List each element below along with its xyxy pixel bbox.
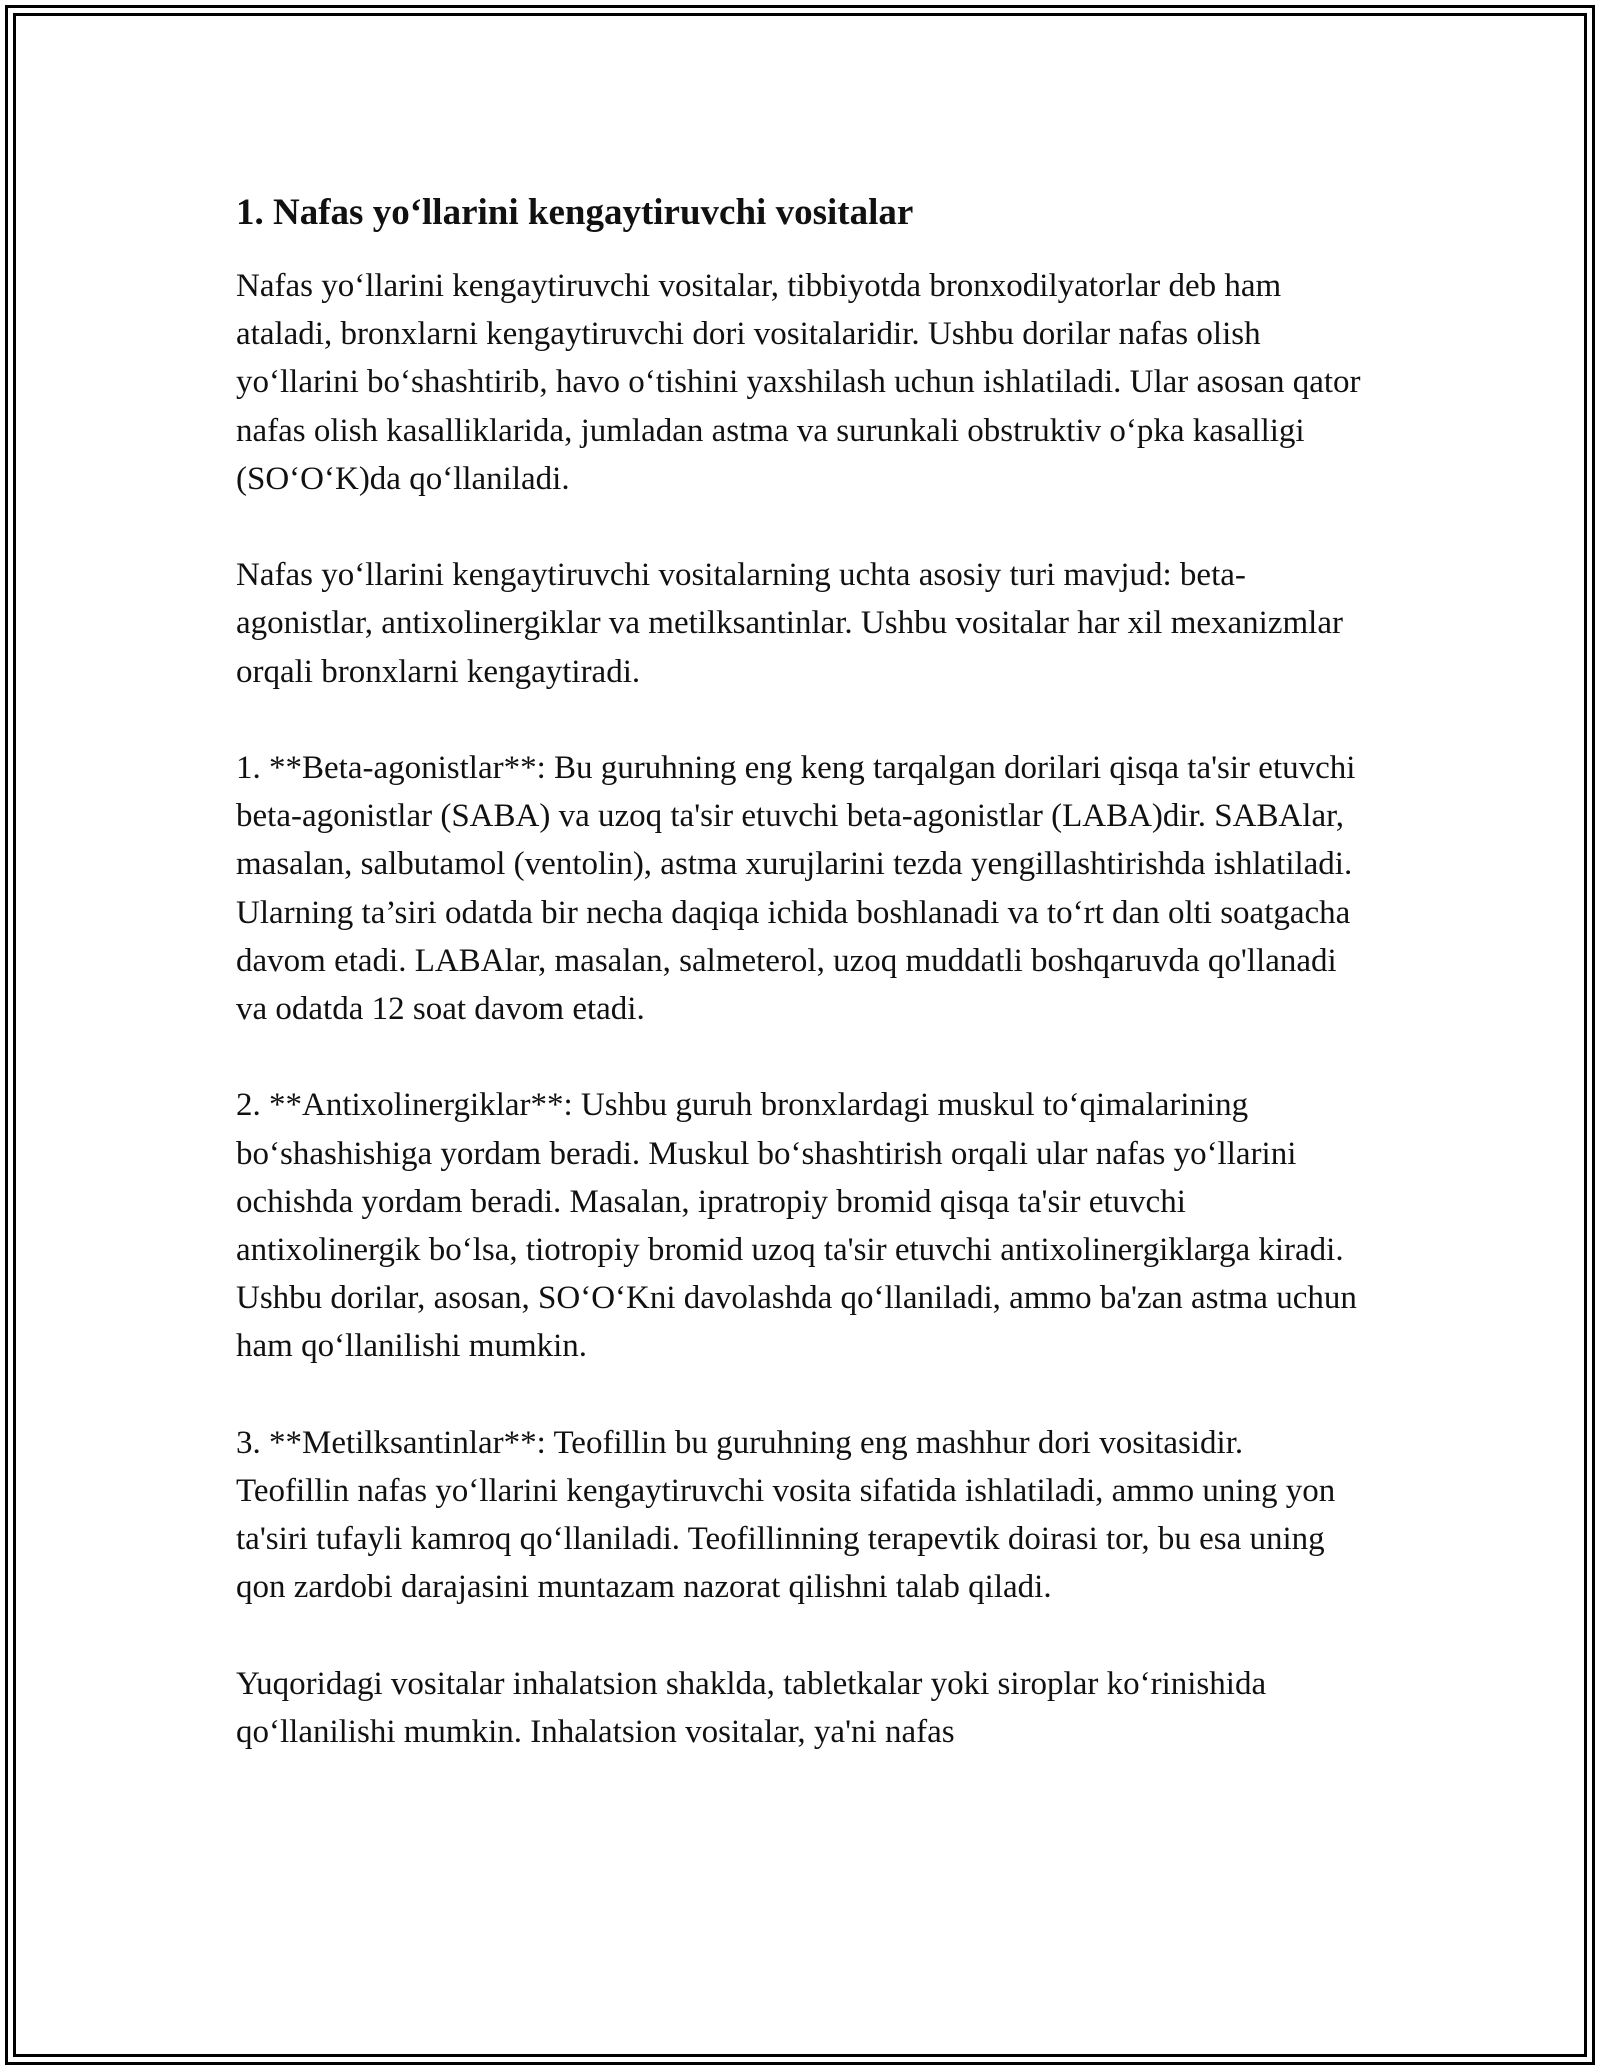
paragraph-types: Nafas yo‘llarini kengaytiruvchi vositalarning uchta asosiy turi mavjud: beta-agonistlar, antixolinergiklar va metilksantinlar. Ushbu vositalar har xil mexanizmlar orqali bronxlarni kengaytiradi.	[236, 557, 1343, 690]
paragraph-beta-agonists: 1. **Beta-agonistlar**: Bu guruhning eng keng tarqalgan dorilari qisqa ta'sir etuvchi beta-agonistlar (SABA) va uzoq ta'sir etuvchi beta-agonistlar (LABA)dir. SABAlar, masalan, salbutamol (ventolin), astma xurujlarini tezda yengillashtirishda ishlatiladi. Ularning ta’siri odatda bir necha daqiqa ichida boshlanadi va to‘rt dan olti soatgacha davom etadi. LABAlar, masalan, salmeterol, uzoq muddatli boshqaruvda qo'llanadi va odatda 12 soat davom etadi.	[236, 750, 1356, 1028]
document-body	[236, 188, 1361, 1756]
paragraph-anticholinergics: 2. **Antixolinergiklar**: Ushbu guruh bronxlardagi muskul to‘qimalarining bo‘shashishiga yordam beradi. Muskul bo‘shashtirish orqali ular nafas yo‘llarini ochishda yordam beradi. Masalan, ipratropiy bromid qisqa ta'sir etuvchi antixolinergik bo‘lsa, tiotropiy bromid uzoq ta'sir etuvchi antixolinergiklarga kiradi. Ushbu dorilar, asosan, SO‘O‘Kni davolashda qo‘llaniladi, ammo ba'zan astma uchun ham qo‘llanilishi mumkin.	[236, 1087, 1357, 1365]
paragraph-methylxanthines: 3. **Metilksantinlar**: Teofillin bu guruhning eng mashhur dori vositasidir. Teofillin nafas yo‘llarini kengaytiruvchi vosita sifatida ishlatiladi, ammo uning yon ta'siri tufayli kamroq qo‘llaniladi. Teofillinning terapevtik doirasi tor, bu esa uning qon zardobi darajasini muntazam nazorat qilishni talab qiladi.	[236, 1424, 1336, 1606]
paragraph-intro: Nafas yo‘llarini kengaytiruvchi vositalar, tibbiyotda bronxodilyatorlar deb ham ataladi, bronxlarni kengaytiruvchi dori vositalaridir. Ushbu dorilar nafas olish yo‘llarini bo‘shashtirib, havo o‘tishini yaxshilash uchun ishlatiladi. Ular asosan qator nafas olish kasalliklarida, jumladan astma va surunkali obstruktiv o‘pka kasalligi (SO‘O‘K)da qo‘llaniladi.	[236, 268, 1361, 497]
section-heading: 1. Nafas yo‘llarini kengaytiruvchi vositalar	[236, 192, 914, 233]
paragraph-administration: Yuqoridagi vositalar inhalatsion shaklda, tabletkalar yoki siroplar ko‘rinishida qo‘llanilishi mumkin. Inhalatsion vositalar, ya'ni nafas	[236, 1665, 1267, 1751]
